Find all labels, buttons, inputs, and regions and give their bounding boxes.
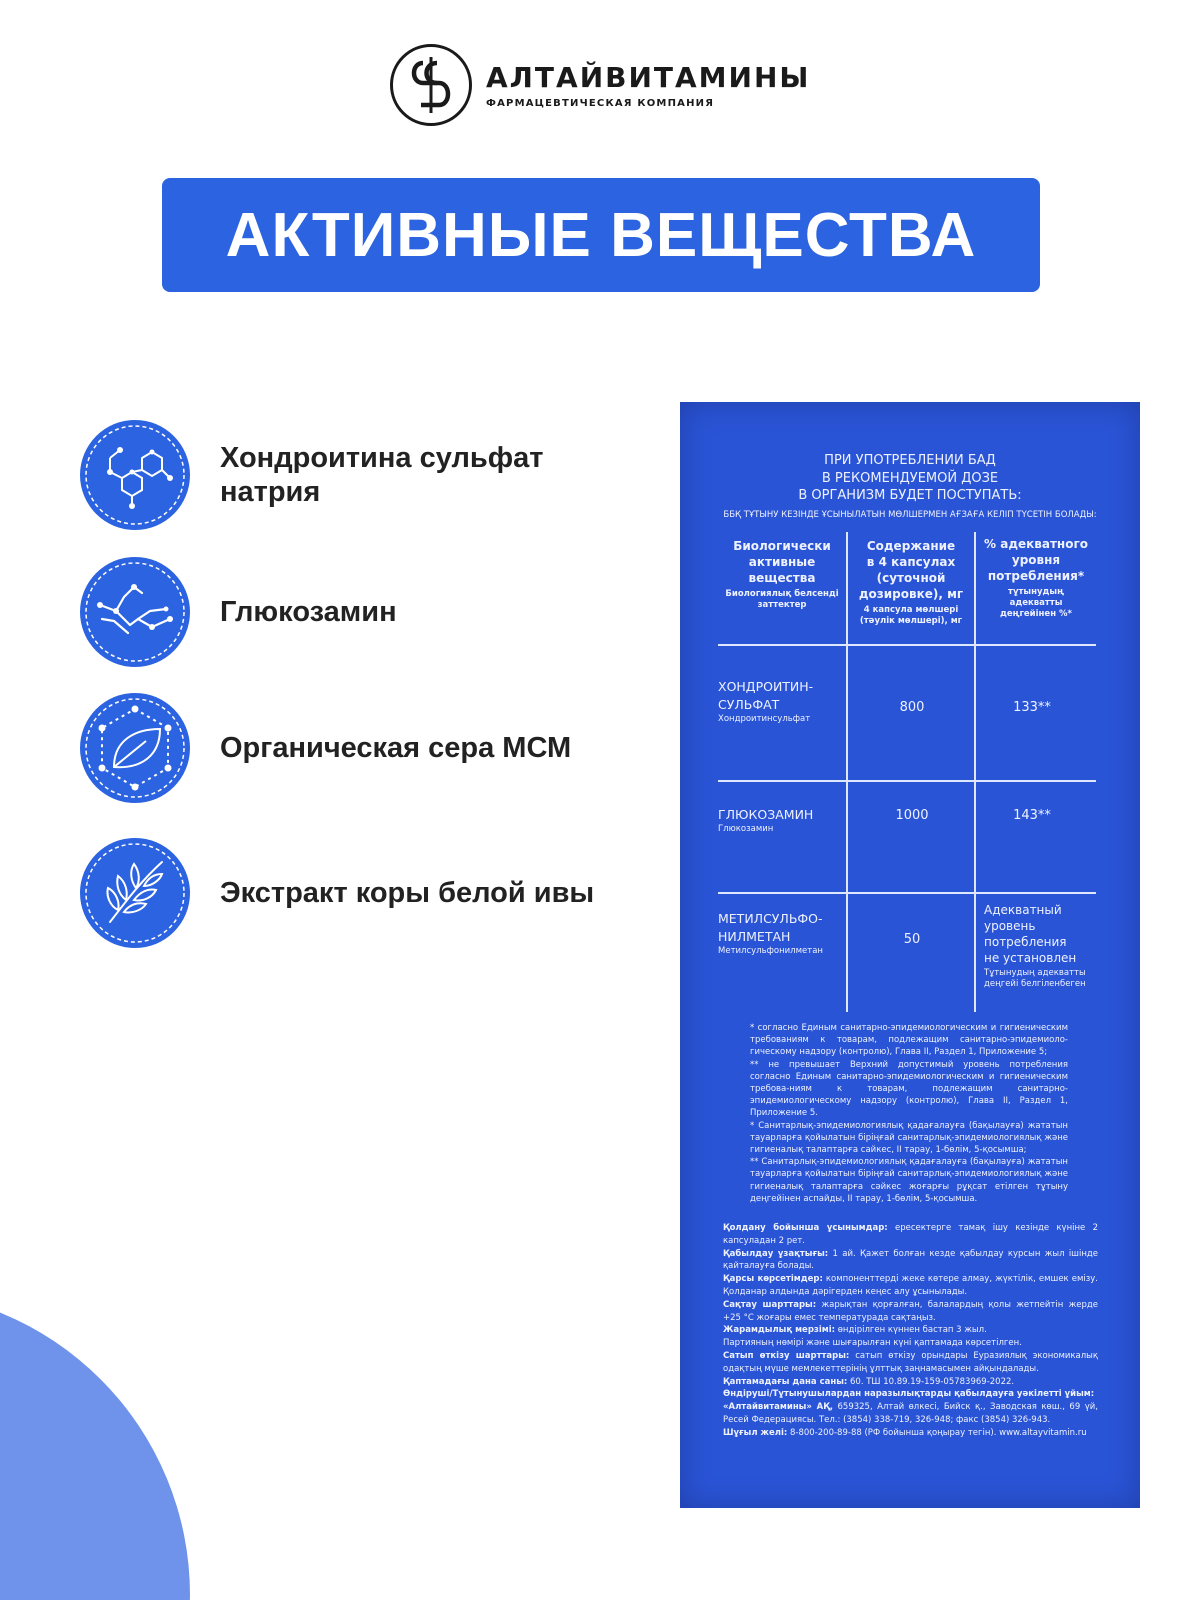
brand-subtitle: ФАРМАЦЕВТИЧЕСКАЯ КОМПАНИЯ <box>486 97 715 109</box>
info-text: 8-800-200-89-88 (РФ бойынша қоңырау тегін). www.altayvitamin.ru <box>787 1427 1087 1438</box>
panel-heading-kz: ББҚ ТҰТЫНУ КЕЗІНДЕ ҰСЫНЫЛАТЫН МӨЛШЕРМЕН АҒЗАҒА КЕЛІП ТҮСЕТІН БОЛАДЫ: <box>723 510 1097 520</box>
info-text: Партияның нөмірі және шығарылған күні қаптамада көрсетілген. <box>723 1338 1022 1349</box>
info-text: компоненттерді жеке көтере алмау, жүктілік, емшек емізу. Қолданар алдында дәрігерден кеңес алу ұсынылады. <box>723 1274 1098 1297</box>
info-text: 659325, Алтай өлкесі, Бийск қ., Заводская көш., 69 үй, Ресей Федерациясы. Тел.: (3854) 338-719, 326-948; факс (3854) 326-943. <box>723 1402 1098 1425</box>
info-line <box>723 1401 1098 1427</box>
ingredient-label: Глюкозамин <box>220 596 397 628</box>
info-label: «Алтайвитамины» АҚ, <box>723 1402 834 1413</box>
table-divider <box>718 780 1096 782</box>
info-label: Қабылдау ұзақтығы: <box>723 1248 829 1259</box>
info-label: Жарамдылық мерзімі: <box>723 1325 836 1336</box>
brand-mark-icon <box>390 44 472 126</box>
info-line <box>723 1376 1098 1389</box>
leaf-network-icon <box>80 693 190 803</box>
page-title: АКТИВНЫЕ ВЕЩЕСТВА <box>225 200 977 270</box>
footnotes <box>750 1022 1068 1205</box>
usage-info <box>723 1222 1098 1440</box>
info-text: сатып өткізу орындары Еуразиялық экономикалық одақтың мүше мемлекеттерінің ұлттық заңнамасымен айқындалады. <box>723 1350 1099 1374</box>
footnote: ** не превышает Верхний допустимый уровень потребления согласно Единым санитарно-эпидемиологическим и гигиеническим требова-ниям к товарам, подлежащим санитарно-эпидемиологическому надзору (контролю), Глава II, Раздел 1, Приложение 5. <box>750 1059 1068 1119</box>
ingredient-label: Органическая сера МСМ <box>220 732 572 764</box>
table-header <box>976 536 1096 620</box>
table-row-name <box>718 678 846 725</box>
brand-name: АЛТАЙВИТАМИНЫ <box>486 60 811 94</box>
info-text: ересектерге тамақ ішу кезінде күніне 2 капсуладан 2 рет. <box>723 1223 1098 1246</box>
table-divider <box>718 892 1096 894</box>
footnote: * согласно Единым санитарно-эпидемиологическим и гигиеническим требованиям к товарам, подлежащим санитарно-эпидемиоло-гическому надзору (контролю), Глава II, Раздел 1, Приложение 5; <box>750 1023 1068 1058</box>
row-percent-note: Адекватный уровень потребления не установлен <box>984 903 1077 965</box>
info-text: 60. ТШ 10.89.19-159-05783969-2022. <box>847 1376 1015 1387</box>
table-divider <box>718 644 1096 646</box>
header-title-kz: Биологиялық белсенді заттектер <box>725 589 839 610</box>
info-text: өндірілген күннен бастап 3 жыл. <box>835 1325 987 1336</box>
joint-icon <box>80 557 190 667</box>
ingredient-item <box>80 693 640 803</box>
row-name: ГЛЮКОЗАМИН <box>718 807 814 822</box>
ingredient-item <box>80 557 640 667</box>
info-label: Сатып өткізу шарттары: <box>723 1350 850 1361</box>
decorative-corner-arc <box>0 1290 190 1600</box>
table-row-name <box>718 910 846 957</box>
row-name-kz: Метилсульфонилметан <box>718 946 823 956</box>
row-name-kz: Глюкозамин <box>718 824 774 834</box>
info-label: Қолдану бойынша ұсынымдар: <box>723 1223 888 1233</box>
info-line <box>723 1248 1098 1274</box>
footnote: ** Санитарлық-эпидемиологиялық қадағалауға (бақылауға) жататын тауарларға қойылатын біріңғай санитарлық-эпидемиологиялық және гигиеналық талаптарға сәйкес жоғарғы рұқсат етілген тұтыну деңгейінен аспайды, II тарау, 1-бөлім, 5-қосымша. <box>750 1157 1068 1204</box>
info-text: жарықтан қорғалған, балалардың қолы жетпейтін жерде +25 °С жоғары емес температурада сақтаңыз. <box>723 1299 1098 1323</box>
info-line <box>723 1388 1098 1401</box>
info-text: 1 ай. Қажет болған кезде қабылдау курсын жыл ішінде қайталауға болады. <box>723 1248 1098 1272</box>
info-label: Қаптамадағы дана саны: <box>723 1376 848 1387</box>
header-title-kz: тұтынудың адекватты деңгейінен %* <box>999 587 1072 619</box>
ingredient-label: Экстракт коры белой ивы <box>220 877 595 909</box>
molecule-icon <box>80 420 190 530</box>
ingredient-item <box>80 838 640 948</box>
info-label: Сақтау шарттары: <box>723 1299 817 1310</box>
row-amount: 800 <box>899 700 925 715</box>
info-line <box>723 1324 1098 1337</box>
header-title: Содержание в 4 капсулах (суточной дозировке), мг <box>858 539 964 601</box>
header-title: Биологически активные вещества <box>733 539 831 585</box>
info-label: Шұғыл желі: <box>723 1427 788 1438</box>
row-percent: 133** <box>1013 700 1051 715</box>
row-name-kz: Хондроитинсульфат <box>718 714 811 724</box>
row-percent: 143** <box>1013 808 1051 823</box>
header-title-kz: 4 капсула мөлшері (тәулік мөлшері), мг <box>859 605 963 626</box>
row-amount: 1000 <box>895 808 929 823</box>
info-label: Қарсы көрсетімдер: <box>723 1274 823 1285</box>
table-header <box>718 538 846 611</box>
table-header <box>848 538 974 627</box>
willow-branch-icon <box>80 838 190 948</box>
info-line <box>723 1222 1098 1248</box>
ingredient-item <box>80 420 640 530</box>
package-panel <box>680 402 1140 1508</box>
row-name: МЕТИЛСУЛЬФО- НИЛМЕТАН <box>718 911 823 944</box>
row-percent-note-kz: Тұтынудың адекватты деңгейі белгіленбеген <box>984 968 1086 989</box>
info-line <box>723 1299 1098 1325</box>
table-row-name <box>718 806 846 835</box>
brand-logo <box>390 44 810 126</box>
info-line <box>723 1427 1098 1440</box>
info-line <box>723 1337 1098 1350</box>
info-line <box>723 1273 1098 1299</box>
header-title: % адекватного уровня потребления* <box>984 537 1088 583</box>
ingredient-label: Хондроитина сульфат натрия <box>220 442 544 508</box>
title-banner <box>162 178 1040 292</box>
info-line <box>723 1350 1098 1376</box>
row-name: ХОНДРОИТИН- СУЛЬФАТ <box>718 679 814 712</box>
panel-heading <box>680 452 1140 505</box>
footnote: * Санитарлық-эпидемиологиялық қадағалауға (бақылауға) жататын тауарларға қойылатын біріңғай санитарлық-эпидемиологиялық және гигиеналық талаптарға сайкес, II тарау, 1-бөлім, 5-қосымша; <box>750 1120 1068 1156</box>
panel-heading-text: ПРИ УПОТРЕБЛЕНИИ БАД В РЕКОМЕНДУЕМОЙ ДОЗЕ В ОРГАНИЗМ БУДЕТ ПОСТУПАТЬ: <box>798 453 1022 503</box>
row-amount: 50 <box>903 932 921 947</box>
nutrient-table <box>718 532 1096 1012</box>
info-label: Өндіруші/Тұтынушылардан наразылықтарды қабылдауға уәкілетті ұйым: <box>723 1389 1095 1400</box>
row-percent <box>984 902 1106 990</box>
